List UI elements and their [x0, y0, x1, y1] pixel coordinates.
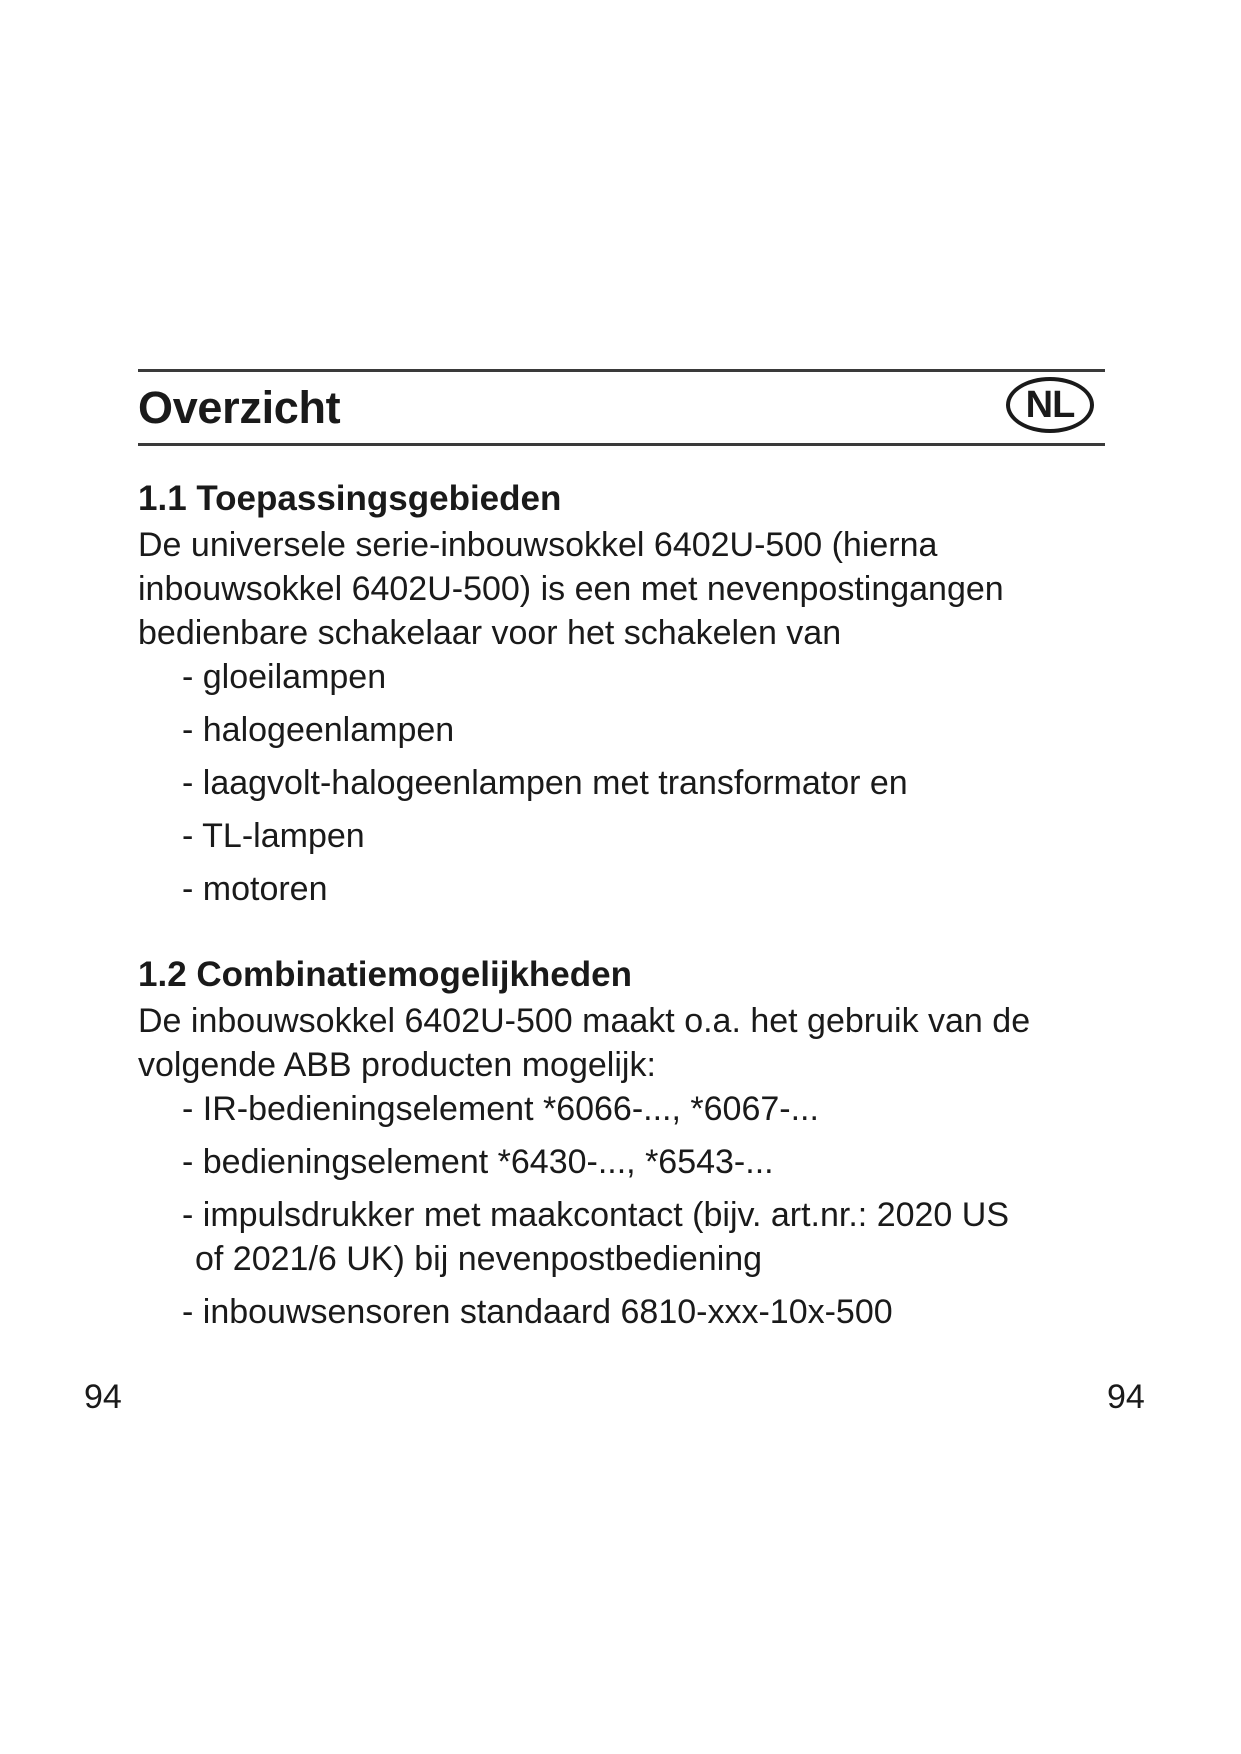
section-combinations — [138, 951, 1138, 1334]
product-list — [138, 1087, 1138, 1334]
paragraph-line: De inbouwsokkel 6402U-500 maakt o.a. het gebruik van de — [138, 1002, 1031, 1040]
page-number-left: 94 — [84, 1378, 122, 1416]
list-item: - bedieningselement *6430-..., *6543-... — [182, 1143, 774, 1181]
list-item-continuation: of 2021/6 UK) bij nevenpostbediening — [195, 1240, 763, 1278]
list-item-line: - impulsdrukker met maakcontact (bijv. art.nr.: 2020 US — [182, 1196, 1010, 1234]
paragraph-line: De universele serie-inbouwsokkel 6402U-500 (hierna — [138, 526, 938, 564]
list-item: - gloeilampen — [182, 658, 387, 696]
content-body — [138, 475, 1138, 1343]
list-item: - halogeenlampen — [182, 711, 455, 749]
paragraph-line: bedienbare schakelaar voor het schakelen van — [138, 614, 842, 652]
section-heading: 1.2 Combinatiemogelijkheden — [138, 955, 632, 994]
header-rule-bottom — [138, 443, 1105, 446]
list-item: - laagvolt-halogeenlampen met transformator en — [182, 764, 908, 802]
section-heading: 1.1 Toepassingsgebieden — [138, 479, 562, 518]
section-paragraph — [138, 999, 1138, 1087]
list-item — [182, 1193, 1138, 1281]
list-item: - motoren — [182, 870, 328, 908]
application-list — [138, 655, 1138, 911]
list-item: - inbouwsensoren standaard 6810-xxx-10x-500 — [182, 1293, 893, 1331]
list-item: - IR-bedieningselement *6066-..., *6067-... — [182, 1090, 819, 1128]
page-title: Overzicht — [138, 382, 341, 433]
paragraph-line: inbouwsokkel 6402U-500) is een met nevenpostingangen — [138, 570, 1004, 608]
section-applications — [138, 475, 1138, 911]
header-rule-top — [138, 369, 1105, 372]
language-badge: NL — [1006, 377, 1094, 433]
paragraph-line: volgende ABB producten mogelijk: — [138, 1046, 656, 1084]
list-item: - TL-lampen — [182, 817, 365, 855]
section-paragraph — [138, 523, 1138, 655]
page-number-right: 94 — [1107, 1378, 1145, 1416]
